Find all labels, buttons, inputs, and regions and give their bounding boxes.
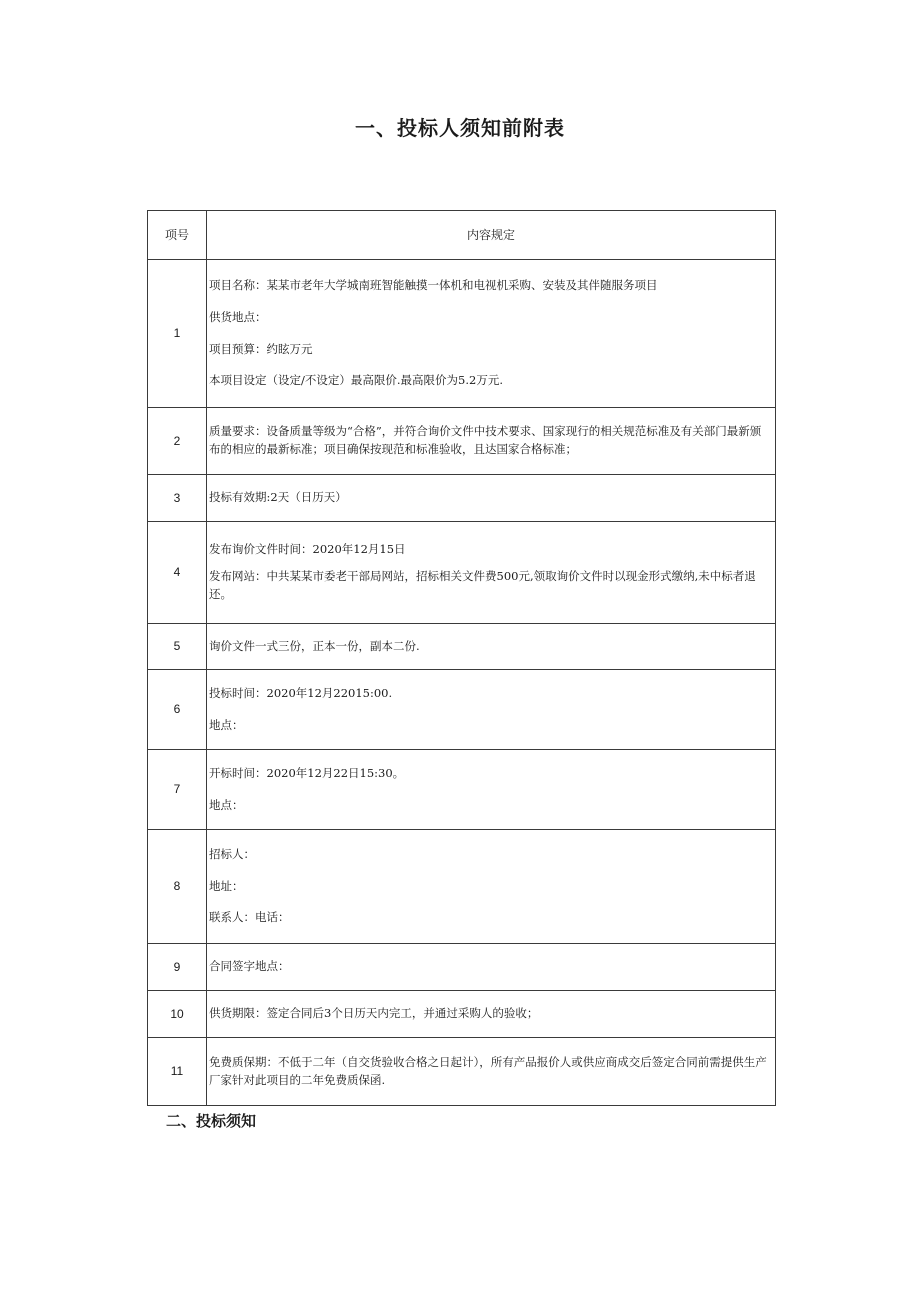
content-line: 供货期限：签定合同后3个日历天内完工，并通过采购人的验收； — [209, 1006, 539, 1021]
content-line: 发布网站：中共某某市委老干部局网站，招标相关文件费500元,领取询价文件时以现金形式缴纳,未中标者退还。 — [209, 569, 756, 601]
table-row — [148, 475, 776, 522]
content-line: 供货地点： — [209, 309, 267, 324]
table-header-row — [148, 211, 776, 260]
section-heading: 二、投标须知 — [166, 1112, 257, 1130]
content-line: 询价文件一式三份，正本一份，副本二份. — [209, 638, 420, 653]
item-number: 6 — [148, 670, 207, 750]
item-content — [207, 670, 776, 750]
item-content — [207, 944, 776, 991]
column-header-item-no: 项号 — [148, 211, 207, 260]
table-row — [148, 944, 776, 991]
item-content — [207, 830, 776, 944]
item-content — [207, 1038, 776, 1106]
item-number: 10 — [148, 991, 207, 1038]
item-number: 7 — [148, 750, 207, 830]
table-row — [148, 1038, 776, 1106]
table-row — [148, 522, 776, 624]
item-number: 5 — [148, 624, 207, 670]
content-line: 发布询价文件时间：2020年12月15日 — [209, 542, 406, 557]
table-row — [148, 991, 776, 1038]
content-line: 质量要求：设备质量等级为“合格”，并符合询价文件中技术要求、国家现行的相关规范标准及有关部门最新颁布的相应的最新标准；项目确保按现范和标准验收，且达国家合格标准； — [209, 424, 762, 456]
content-line: 免费质保期：不低于二年（自交货验收合格之日起计），所有产品报价人或供应商成交后签定合同前需提供生产厂家针对此项目的二年免费质保函. — [209, 1054, 767, 1087]
content-line: 联系人：电话： — [209, 910, 290, 925]
item-number: 8 — [148, 830, 207, 944]
item-content — [207, 408, 776, 475]
table-row — [148, 750, 776, 830]
table-row — [148, 624, 776, 670]
item-content — [207, 991, 776, 1038]
item-number: 2 — [148, 408, 207, 475]
content-line: 地址： — [209, 878, 244, 893]
content-line: 合同签字地点： — [209, 959, 290, 974]
item-content — [207, 260, 776, 408]
item-number: 11 — [148, 1038, 207, 1106]
page-title: 一、投标人须知前附表 — [355, 116, 565, 140]
content-line: 投标时间：2020年12月22015:00. — [209, 685, 393, 700]
item-number: 4 — [148, 522, 207, 624]
content-line: 本项目设定（设定/不设定）最高限价.最高限价为5.2万元. — [209, 373, 503, 388]
content-line: 项目名称：某某市老年大学城南班智能触摸一体机和电视机采购、安装及其伴随服务项目 — [209, 277, 658, 292]
item-content — [207, 475, 776, 522]
item-number: 3 — [148, 475, 207, 522]
bid-info-table — [147, 210, 776, 1106]
item-content — [207, 624, 776, 670]
content-line: 开标时间：2020年12月22日15:30。 — [209, 765, 405, 780]
content-line: 投标有效期:2天（日历天） — [209, 490, 347, 505]
content-line: 地点： — [209, 717, 244, 732]
item-content — [207, 750, 776, 830]
content-line: 项目预算：约眩万元 — [209, 341, 313, 356]
item-content — [207, 522, 776, 624]
content-line: 地点： — [209, 797, 244, 812]
table-row — [148, 670, 776, 750]
content-line: 招标人： — [209, 846, 255, 861]
table-row — [148, 260, 776, 408]
item-number: 1 — [148, 260, 207, 408]
column-header-content: 内容规定 — [207, 211, 776, 260]
table-row — [148, 830, 776, 944]
item-number: 9 — [148, 944, 207, 991]
table-row — [148, 408, 776, 475]
